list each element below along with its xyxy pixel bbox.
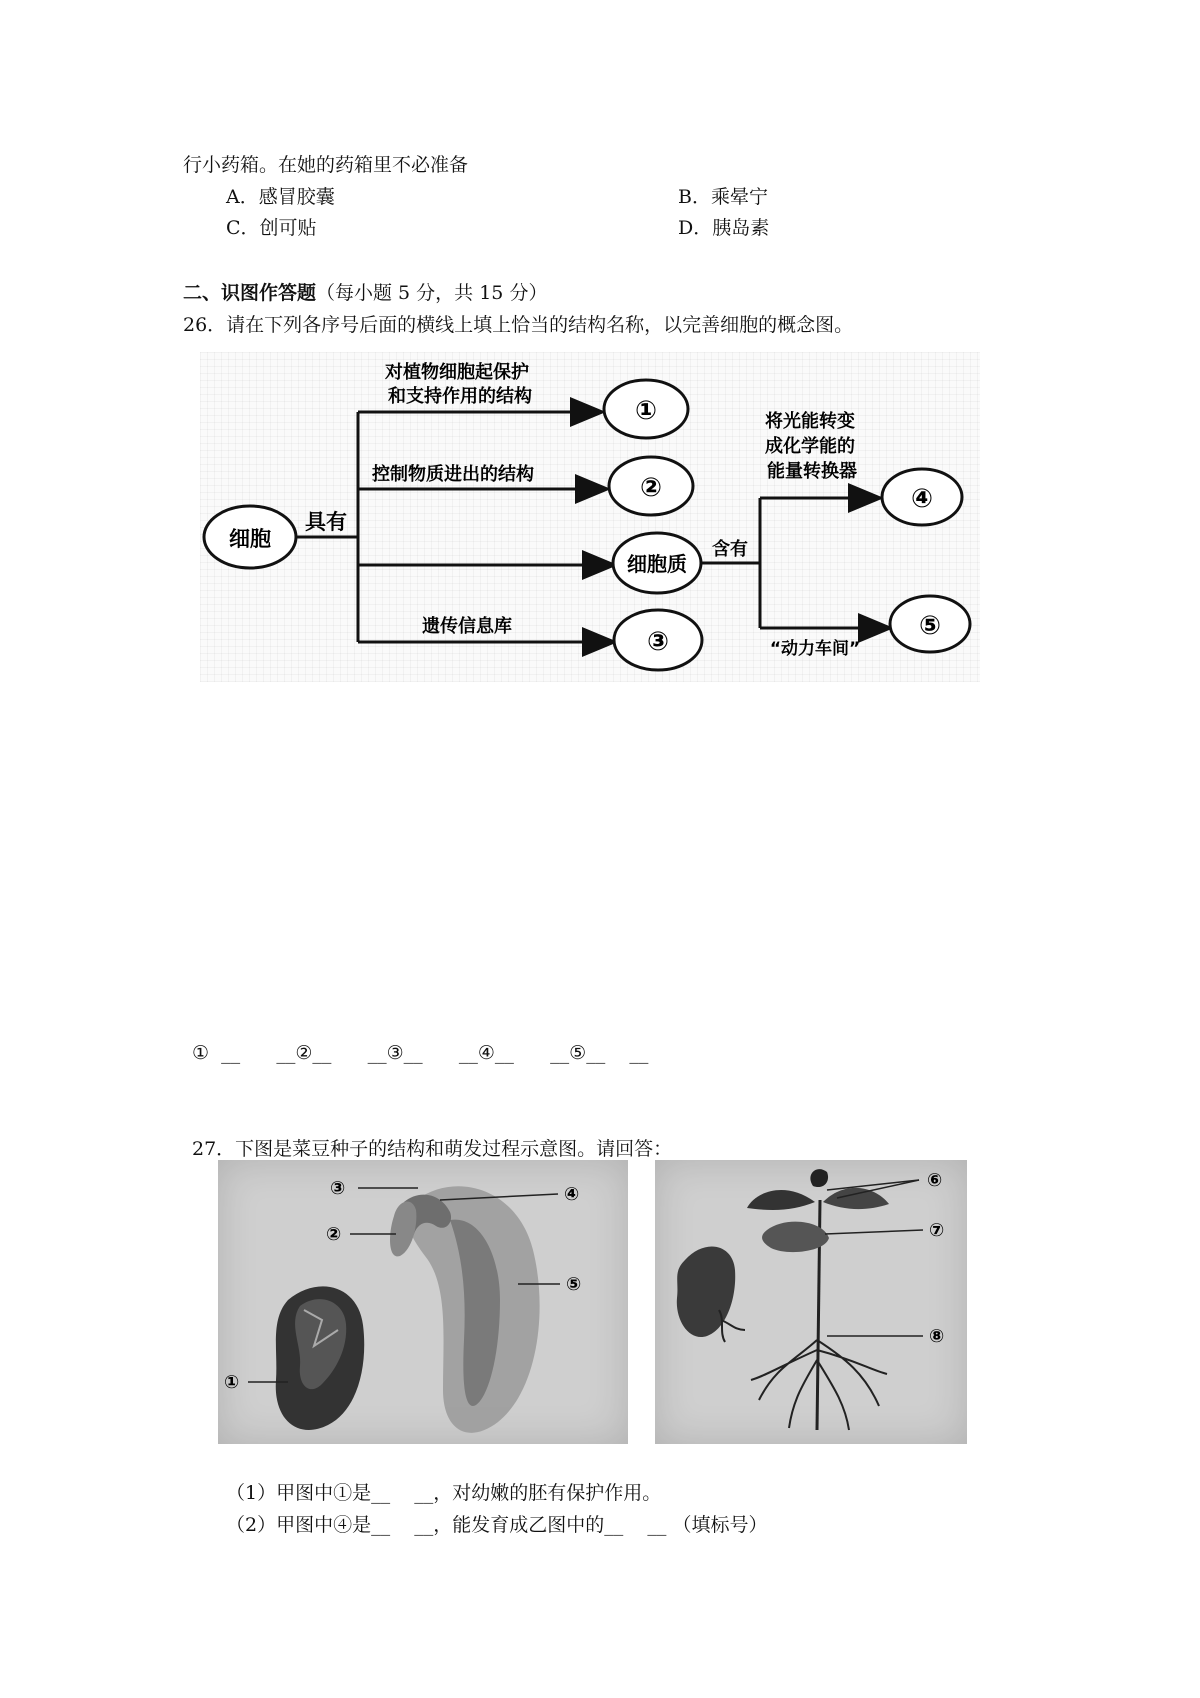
- has-label: 具有: [305, 510, 347, 534]
- branch1-line2: 和支持作用的结构: [388, 386, 532, 407]
- seed-label-5: ⑤: [566, 1274, 582, 1295]
- branch2-label: 控制物质进出的结构: [372, 464, 534, 485]
- q27-sub1[interactable]: （1）甲图中①是__ __，对幼嫩的胚有保护作用。: [226, 1482, 662, 1504]
- germination-svg: [655, 1160, 967, 1444]
- cell-label: 细胞: [229, 527, 271, 551]
- seed-label-1: ①: [224, 1372, 240, 1393]
- node-3-label: ③: [646, 627, 670, 657]
- q25-stem-tail: 行小药箱。在她的药箱里不必准备: [183, 154, 469, 176]
- node-1-label: ①: [634, 396, 658, 426]
- node-5-label: ⑤: [918, 611, 942, 641]
- seed-structure-photo: [218, 1160, 628, 1444]
- cytoplasm-label: 细胞质: [627, 552, 687, 576]
- q27-sub2[interactable]: （2）甲图中④是__ __，能发育成乙图中的__ __ （填标号）: [226, 1514, 768, 1536]
- cell-concept-svg: [200, 352, 980, 682]
- germ-label-7: ⑦: [929, 1220, 945, 1241]
- q25-option-b: B．乘晕宁: [678, 186, 768, 208]
- energy-line1: 将光能转变: [765, 411, 855, 432]
- q25-option-d: D．胰岛素: [678, 217, 770, 239]
- q27-stem: 27．下图是菜豆种子的结构和萌发过程示意图。请回答：: [192, 1138, 673, 1160]
- energy-line3: 能量转换器: [767, 461, 857, 482]
- node-2-label: ②: [639, 473, 663, 503]
- q26-answer-line[interactable]: ① __ __②__ __③__ __④__ __⑤__ __: [192, 1042, 649, 1064]
- germ-label-8: ⑧: [929, 1326, 945, 1347]
- node-4-label: ④: [910, 484, 934, 514]
- seed-structure-svg: [218, 1160, 628, 1444]
- contains-label: 含有: [712, 539, 748, 560]
- q26-stem: 26．请在下列各序号后面的横线上填上恰当的结构名称，以完善细胞的概念图。: [183, 314, 854, 336]
- section-heading: [183, 278, 547, 305]
- q25-option-c: C．创可贴: [226, 217, 317, 239]
- germination-photo: [655, 1160, 967, 1444]
- seed-label-4: ④: [564, 1184, 580, 1205]
- power-label: “动力车间”: [769, 639, 861, 659]
- branch1-line1: 对植物细胞起保护: [385, 362, 529, 383]
- seed-label-3: ③: [330, 1178, 346, 1199]
- seed-label-2: ②: [326, 1224, 342, 1245]
- section-note: （每小题 5 分，共 15 分）: [316, 282, 548, 304]
- energy-line2: 成化学能的: [765, 436, 855, 457]
- section-title: 二、识图作答题: [183, 282, 317, 304]
- q25-option-a: A．感冒胶囊: [226, 186, 335, 208]
- germ-label-6: ⑥: [927, 1170, 943, 1191]
- branch4-label: 遗传信息库: [422, 616, 512, 637]
- cell-concept-diagram: [200, 352, 980, 682]
